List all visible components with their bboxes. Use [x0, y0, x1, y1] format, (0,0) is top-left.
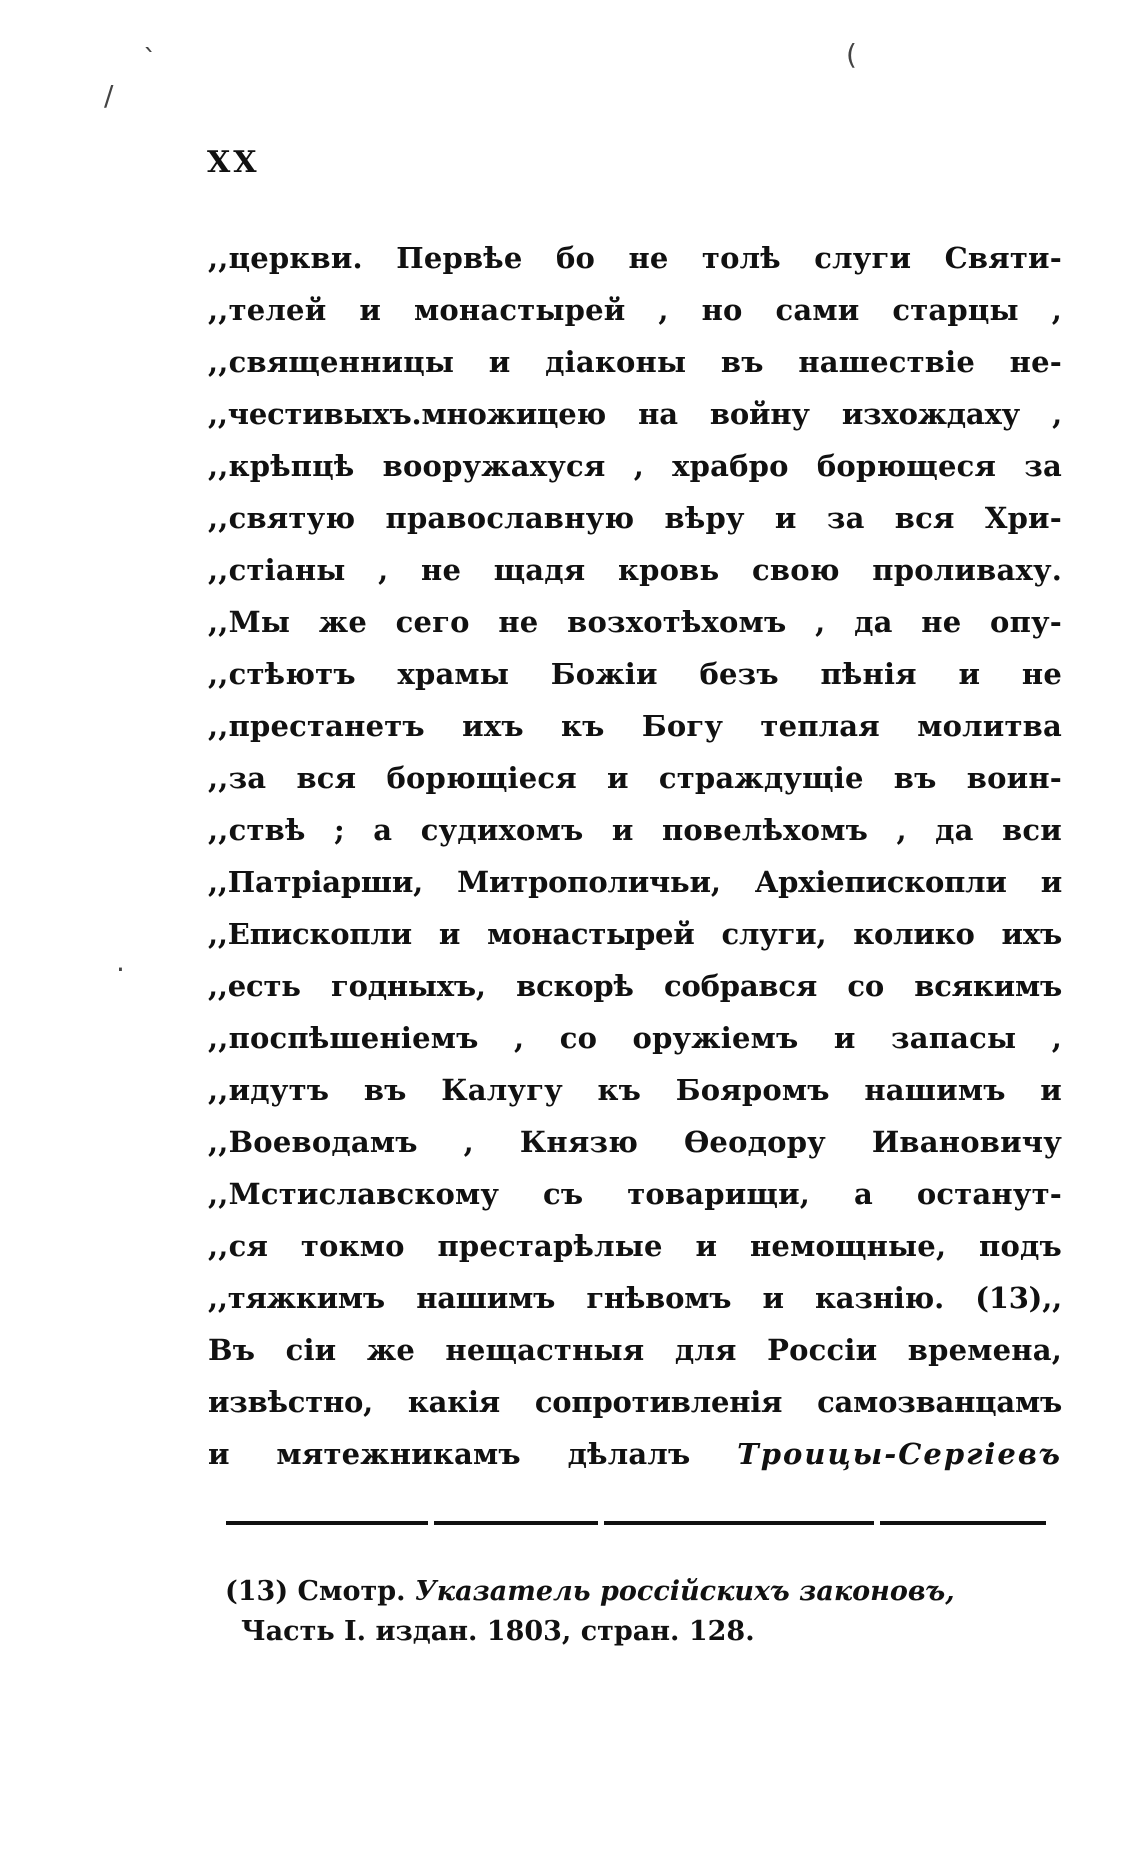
last-line-roman-text: и мятежникамъ дѣлалъ: [208, 1437, 691, 1471]
text-line: ,,честивыхъ.множицею на войну изхождаху ,: [208, 397, 1062, 431]
text-line: ,,поспѣшеніемъ , со оружіемъ и запасы ,: [208, 1021, 1062, 1055]
text-line: ,,стіаны , не щадя кровь свою проливаху.: [208, 553, 1062, 587]
text-line: ,,Патріарши, Митрополичьи, Архіепископли и: [208, 865, 1062, 899]
text-line: ,,тяжкимъ нашимъ гнѣвомъ и казнію. (13),,: [208, 1281, 1062, 1315]
rule-segment: [880, 1521, 1046, 1525]
text-line: ,,ся токмо престарѣлые и немощные, подъ: [208, 1229, 1062, 1263]
footnote-separator-rule: [226, 1518, 1046, 1526]
text-line: ,,за вся борющіеся и страждущіе въ воин-: [208, 761, 1062, 795]
text-line: ,,Епископли и монастырей слуги, колико ихъ: [208, 917, 1062, 951]
last-text-line: [208, 1428, 1062, 1480]
scan-mark-mid-left: .: [116, 945, 125, 978]
footnote: [225, 1572, 1065, 1652]
main-text-block: [208, 232, 1062, 1480]
text-line: ,,священницы и діаконы въ нашествіе не-: [208, 345, 1062, 379]
scan-mark-top-right: (: [846, 38, 857, 71]
scan-mark-top-left: ˋ: [143, 43, 157, 76]
italic-continuation: Троицы-Сергіевъ: [737, 1437, 1063, 1471]
text-line: извѣстно, какія сопротивленія самозванцамъ: [208, 1385, 1062, 1419]
footnote-reference: (13) Смотр.: [225, 1576, 406, 1607]
text-line: ,,Воеводамъ , Князю Ѳеодору Ивановичу: [208, 1125, 1062, 1159]
text-line: ,,ствѣ ; а судихомъ и повелѣхомъ , да вси: [208, 813, 1062, 847]
text-line: ,,престанетъ ихъ къ Богу теплая молитва: [208, 709, 1062, 743]
text-line: ,,святую православную вѣру и за вся Хри-: [208, 501, 1062, 535]
text-line: ,,телей и монастырей , но сами старцы ,: [208, 293, 1062, 327]
footnote-line-2: Часть I. издан. 1803, стран. 128.: [241, 1616, 755, 1647]
scan-mark-left-margin: /: [104, 79, 114, 112]
text-line: Въ сіи же нещастныя для Россіи времена,: [208, 1333, 1062, 1367]
text-line: ,,идутъ въ Калугу къ Бояромъ нашимъ и: [208, 1073, 1062, 1107]
text-line: ,,стѣютъ храмы Божіи безъ пѣнія и не: [208, 657, 1062, 691]
text-line: ,,есть годныхъ, вскорѣ собрався со всякимъ: [208, 969, 1062, 1003]
rule-segment: [434, 1521, 598, 1525]
text-line: ,,крѣпцѣ вооружахуся , храбро борющеся за: [208, 449, 1062, 483]
text-line: ,,церкви. Первѣе бо не толѣ слуги Святи-: [208, 241, 1062, 275]
text-line: ,,Мы же сего не возхотѣхомъ , да не опу-: [208, 605, 1062, 639]
footnote-line-1: [225, 1572, 1065, 1612]
page-number: XX: [207, 145, 260, 180]
text-line: ,,Мстиславскому съ товарищи, а останут-: [208, 1177, 1062, 1211]
footnote-italic-title: Указатель россійскихъ законовъ,: [414, 1576, 955, 1607]
rule-segment: [604, 1521, 874, 1525]
rule-segment: [226, 1521, 428, 1525]
